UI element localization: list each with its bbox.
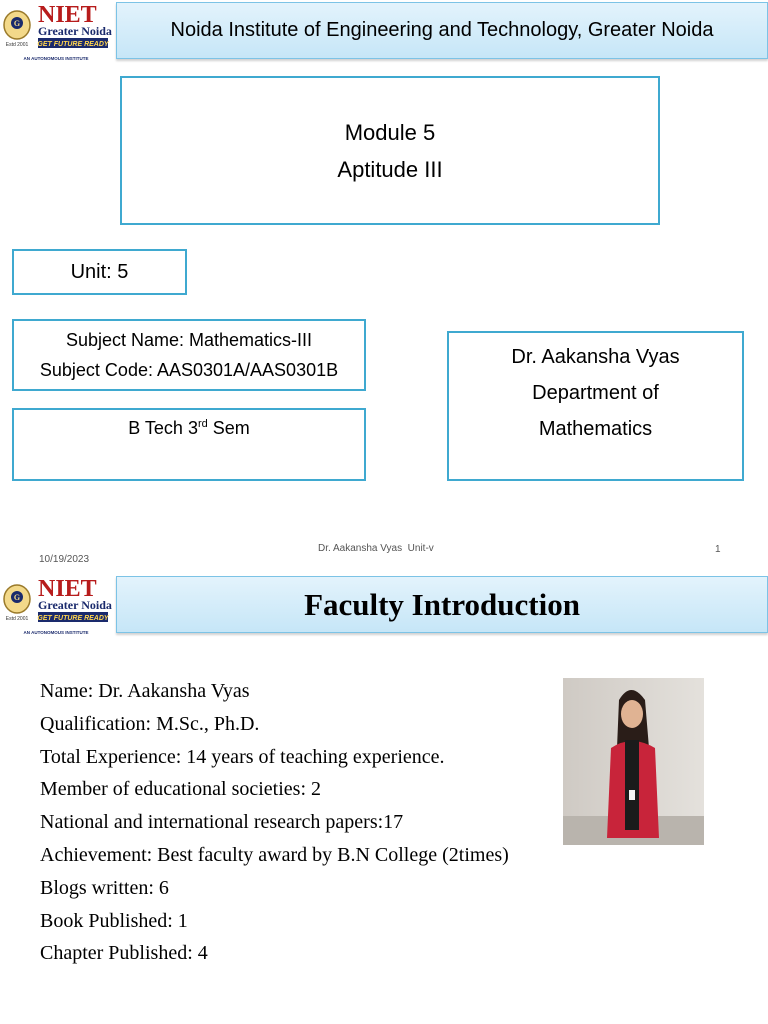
detail-societies: Member of educational societies: 2 <box>40 778 322 801</box>
svg-text:Estd 2001: Estd 2001 <box>5 616 29 622</box>
faculty-box <box>447 331 744 481</box>
detail-book: Book Published: 1 <box>40 909 188 932</box>
module-box <box>120 76 660 225</box>
svg-text:G: G <box>13 593 21 602</box>
svg-text:Greater Noida: Greater Noida <box>38 24 112 38</box>
detail-name: Name: Dr. Aakansha Vyas <box>40 680 250 702</box>
detail-chapter: Chapter Published: 4 <box>40 942 208 965</box>
slide2-header <box>116 576 768 633</box>
unit-label: Unit: 5 <box>70 260 129 283</box>
svg-text:NIET: NIET <box>38 2 97 28</box>
faculty-details-list <box>40 675 509 970</box>
detail-research-papers: National and international research papers:17 <box>40 811 404 834</box>
subject-box <box>12 319 366 391</box>
module-number: Module 5 <box>344 119 436 145</box>
semester-box <box>12 408 366 481</box>
svg-text:G: G <box>13 19 21 28</box>
svg-text:AN AUTONOMOUS INSTITUTE: AN AUTONOMOUS INSTITUTE <box>23 630 89 635</box>
slide2-title: Faculty Introduction <box>304 586 580 622</box>
semester-suffix: Sem <box>207 418 250 438</box>
footer-page-number: 1 <box>715 544 721 555</box>
institute-title: Noida Institute of Engineering and Technology, Greater Noida <box>170 19 714 41</box>
footer-author: Dr. Aakansha Vyas Unit-v <box>318 543 434 554</box>
faculty-photo <box>563 678 704 845</box>
semester-sup: rd <box>197 418 208 430</box>
svg-text:GET FUTURE READY: GET FUTURE READY <box>37 41 109 48</box>
detail-blogs: Blogs written: 6 <box>40 876 169 899</box>
faculty-name: Dr. Aakansha Vyas <box>511 346 680 368</box>
detail-qualification: Qualification: M.Sc., Ph.D. <box>40 712 260 735</box>
svg-text:Estd 2001: Estd 2001 <box>5 42 29 48</box>
module-topic: Aptitude III <box>337 156 443 182</box>
svg-text:AN AUTONOMOUS INSTITUTE: AN AUTONOMOUS INSTITUTE <box>23 56 89 61</box>
footer-date: 10/19/2023 <box>39 554 90 565</box>
svg-text:GET FUTURE READY: GET FUTURE READY <box>37 615 109 622</box>
unit-box <box>12 249 187 295</box>
svg-text:NIET: NIET <box>38 576 97 602</box>
niet-logo <box>0 0 112 64</box>
detail-experience: Total Experience: 14 years of teaching experience. <box>40 745 445 768</box>
svg-text:Greater Noida: Greater Noida <box>38 598 112 612</box>
subject-code: Subject Code: AAS0301A/AAS0301B <box>39 360 339 380</box>
department-line2: Mathematics <box>538 418 653 440</box>
department-line1: Department of <box>532 382 659 404</box>
semester-prefix: B Tech 3 <box>128 418 198 438</box>
subject-name: Subject Name: Mathematics-III <box>65 330 313 350</box>
slide1-header <box>116 2 768 59</box>
niet-logo-2 <box>0 574 112 638</box>
detail-achievement: Achievement: Best faculty award by B.N College (2times) <box>40 843 509 866</box>
